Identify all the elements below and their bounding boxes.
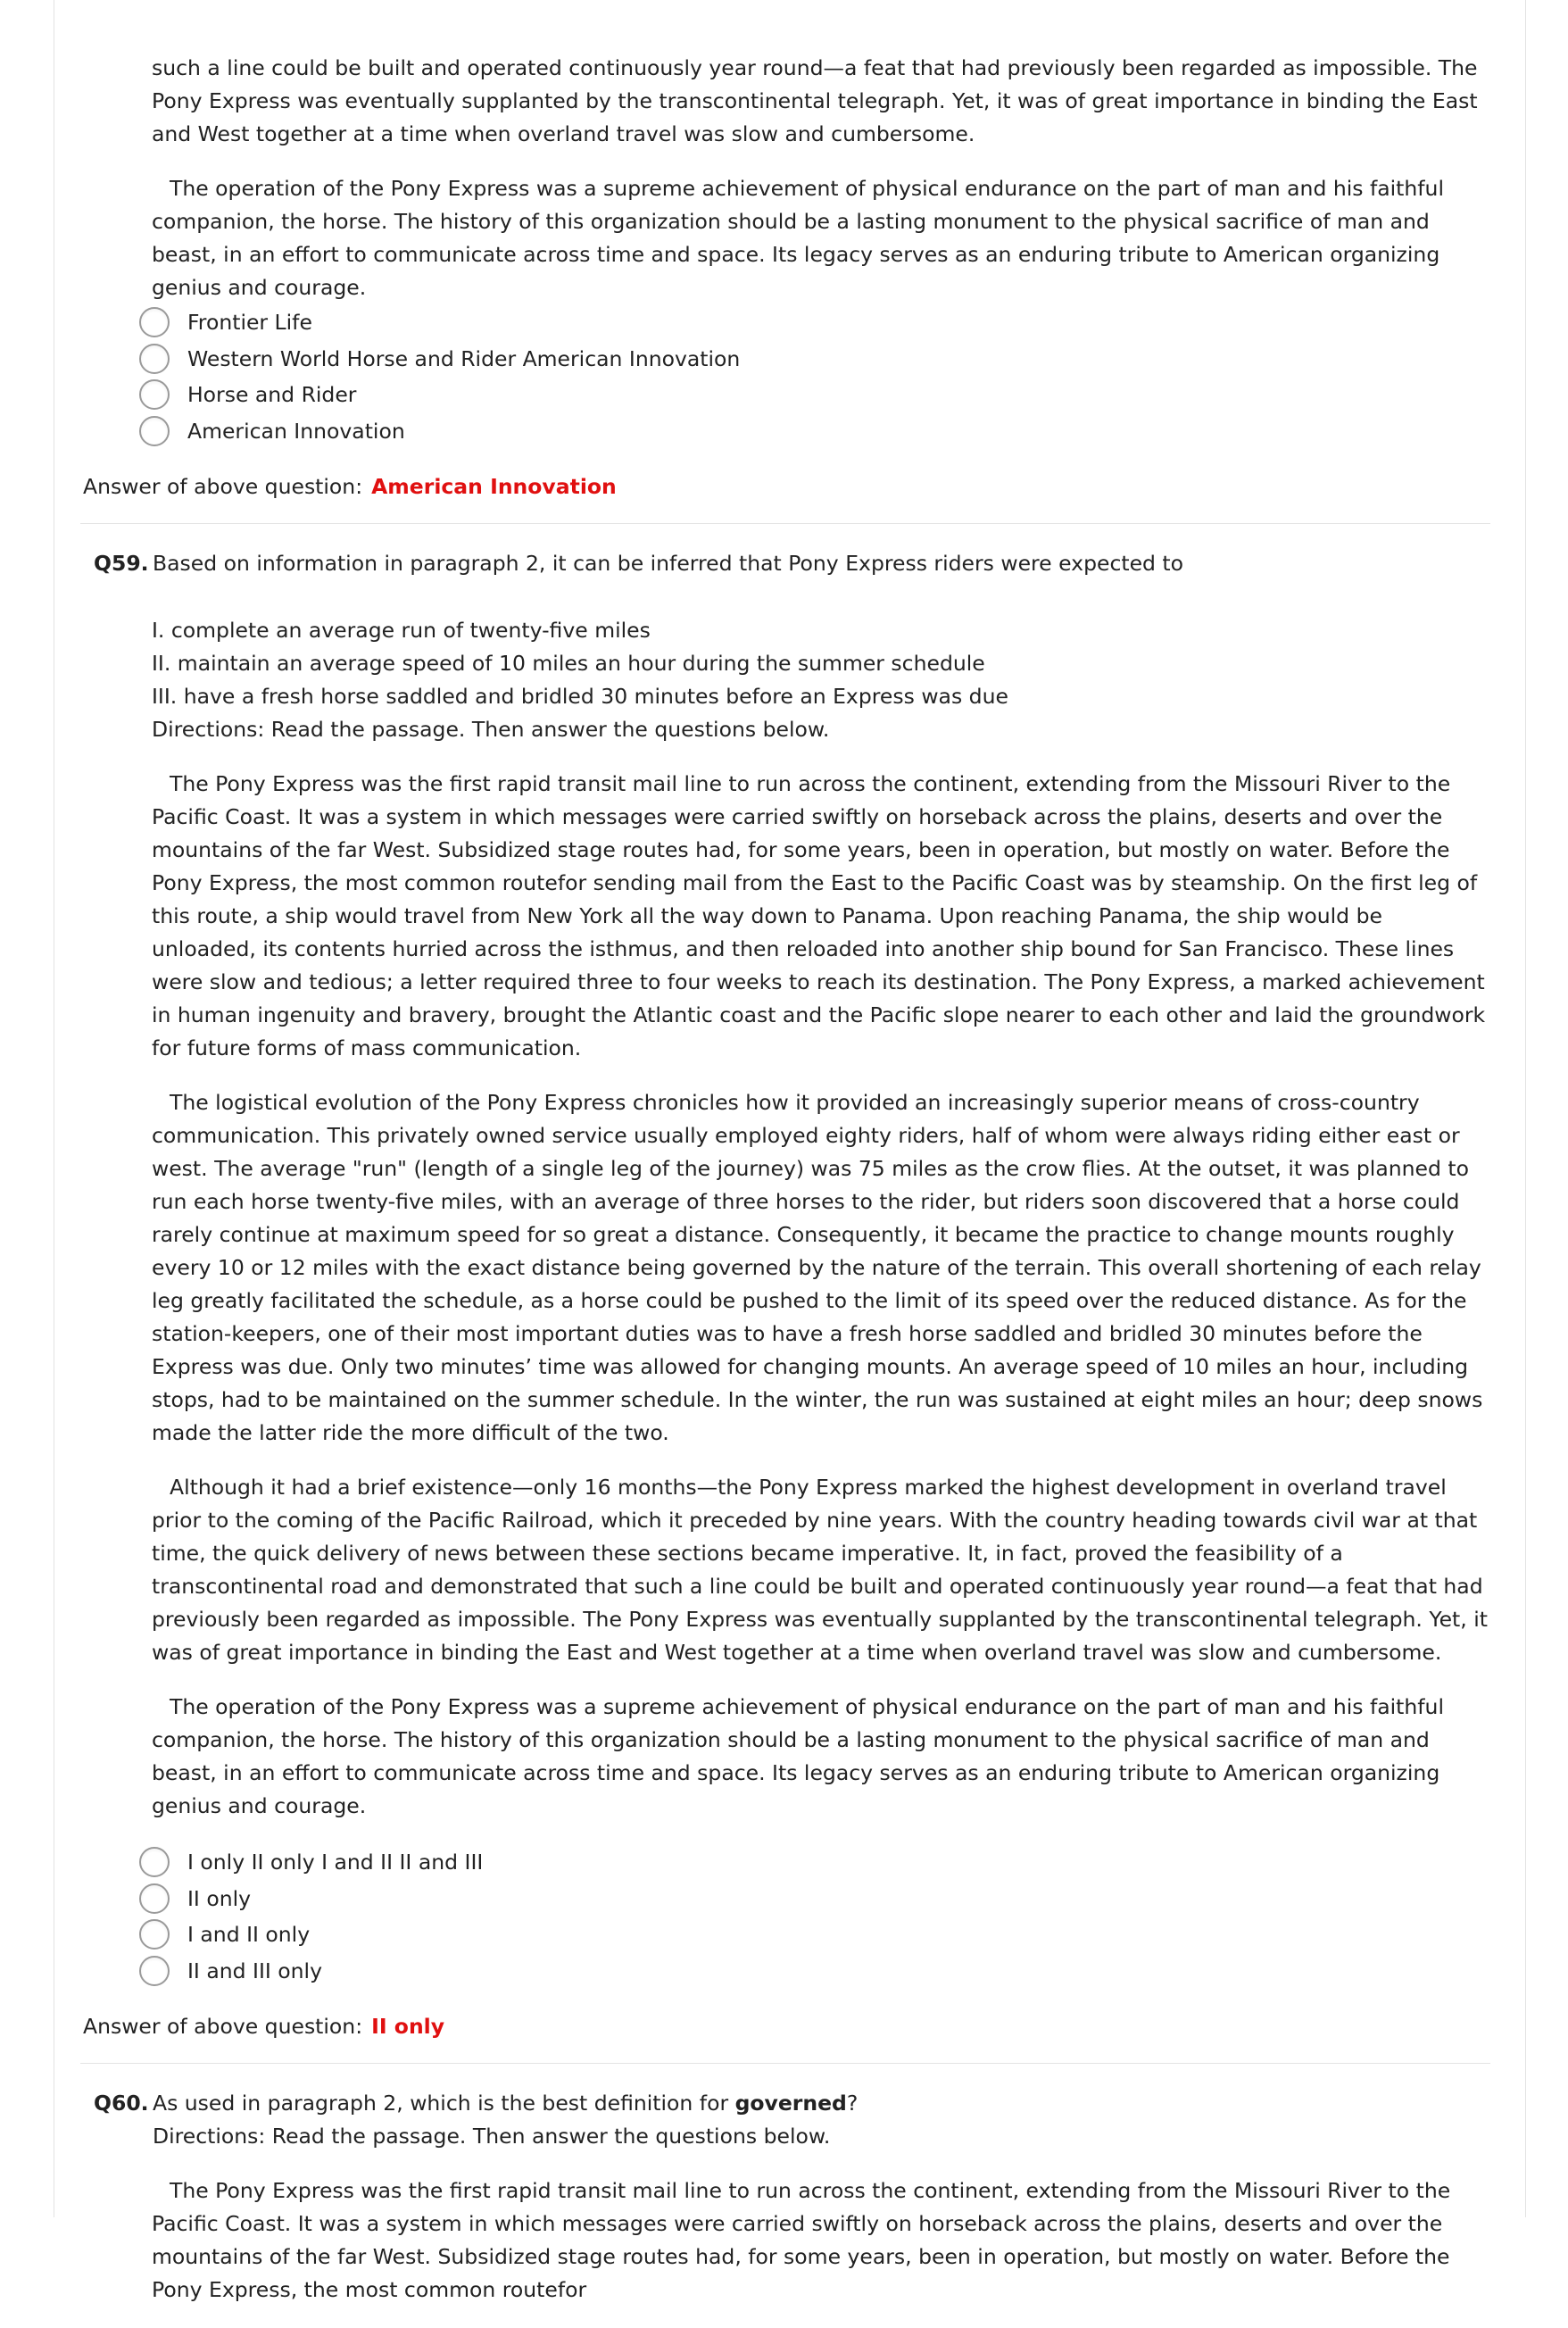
option-label: Western World Horse and Rider American Innovation bbox=[187, 345, 741, 371]
passage-paragraph: The Pony Express was the first rapid transit mail line to run across the continent, extending from the Missouri River to the Pacific Coast. It was a system in which messages were carried swiftly on horseback across the plains, deserts and over the mountains of the far West. Subsidized stage routes had, for some years, been in operation, but mostly on water. Before the Pony Express, the most common routefor bbox=[152, 2178, 1451, 2302]
answer-label: Answer of above question: bbox=[83, 474, 363, 499]
q59-option-4[interactable] bbox=[139, 1953, 1508, 1990]
question-number: Q60. bbox=[94, 2091, 149, 2116]
passage-paragraph: such a line could be built and operated continuously year round—a feat that had previously been regarded as impossible. The Pony Express was eventually supplanted by the transcontinental telegraph. Yet, it was of great importance in binding the East and West together at a time when overland travel was slow and cumbersome. bbox=[152, 55, 1478, 146]
radio-button[interactable] bbox=[139, 1883, 170, 1914]
question-divider bbox=[80, 523, 1490, 524]
passage-paragraph: The logistical evolution of the Pony Express chronicles how it provided an increasingly superior means of cross-country communication. This privately owned service usually employed eighty riders, half of whom were always riding either east or west. The average "run" (length of a single leg of the journey) was 75 miles as the crow flies. At the outset, it was planned to run each horse twenty-five miles, with an average of three horses to the rider, but riders soon discovered that a horse could rarely continue at maximum speed for so great a distance. Consequently, it became the practice to change mounts roughly every 10 or 12 miles with the exact distance being governed by the nature of the terrain. This overall shortening of each relay leg greatly facilitated the schedule, as a horse could be pushed to the limit of its speed over the reduced distance. As for the station-keepers, one of their most important duties was to have a fresh horse saddled and bridled 30 minutes before the Express was due. Only two minutes’ time was allowed for changing mounts. An average speed of 10 miles an hour, including stops, had to be maintained on the summer schedule. In the winter, the run was sustained at eight miles an hour; deep snows made the latter ride the more difficult of the two. bbox=[152, 1090, 1483, 1445]
question-divider bbox=[80, 2063, 1490, 2064]
q58-option-4[interactable] bbox=[139, 413, 1508, 450]
radio-button[interactable] bbox=[139, 344, 170, 374]
question-keyword: governed bbox=[734, 2091, 847, 2116]
radio-button[interactable] bbox=[139, 307, 170, 337]
option-label: Horse and Rider bbox=[187, 382, 357, 408]
option-label: Frontier Life bbox=[187, 310, 312, 336]
q58-option-1[interactable] bbox=[139, 304, 1508, 341]
answer-label: Answer of above question: bbox=[83, 2014, 363, 2039]
question-text-pre: As used in paragraph 2, which is the best definition for bbox=[153, 2091, 735, 2116]
q59-option-2[interactable] bbox=[139, 1881, 1508, 1917]
q59-answer bbox=[83, 2010, 1508, 2043]
content bbox=[80, 52, 1508, 2328]
radio-button[interactable] bbox=[139, 1956, 170, 1986]
radio-button[interactable] bbox=[139, 416, 170, 446]
q59-statements bbox=[152, 614, 1508, 713]
statement: II. maintain an average speed of 10 miles an hour during the summer schedule bbox=[152, 651, 985, 676]
option-label: I only II only I and II II and III bbox=[187, 1850, 484, 1875]
answer-value: American Innovation bbox=[371, 474, 617, 499]
statement: III. have a fresh horse saddled and bridled 30 minutes before an Express was due bbox=[152, 684, 1008, 709]
q58-answer bbox=[83, 470, 1508, 503]
passage-paragraph: The operation of the Pony Express was a supreme achievement of physical endurance on the part of man and his faithful companion, the horse. The history of this organization should be a lasting monument to the physical sacrifice of man and beast, in an effort to communicate across time and space. Its legacy serves as an enduring tribute to American organizing genius and courage. bbox=[152, 176, 1444, 300]
q59-options bbox=[139, 1844, 1508, 1989]
option-label: I and II only bbox=[187, 1922, 311, 1948]
directions: Directions: Read the passage. Then answer the questions below. bbox=[152, 717, 830, 742]
q59-option-3[interactable] bbox=[139, 1916, 1508, 1953]
q59-header bbox=[94, 547, 1508, 580]
answer-value: II only bbox=[371, 2014, 445, 2039]
option-label: II and III only bbox=[187, 1958, 322, 1983]
option-label: American Innovation bbox=[187, 418, 405, 444]
q58-option-2[interactable] bbox=[139, 341, 1508, 378]
radio-button[interactable] bbox=[139, 1919, 170, 1950]
q60-header bbox=[94, 2087, 1508, 2120]
radio-button[interactable] bbox=[139, 379, 170, 410]
statement: I. complete an average run of twenty-five miles bbox=[152, 618, 651, 643]
q58-option-3[interactable] bbox=[139, 377, 1508, 413]
q58-options bbox=[139, 304, 1508, 449]
passage-paragraph: Although it had a brief existence—only 16 months—the Pony Express marked the highest development in overland travel prior to the coming of the Pacific Railroad, which it preceded by nine years. With the country heading towards civil war at that time, the quick delivery of news between these sections became imperative. It, in fact, proved the feasibility of a transcontinental road and demonstrated that such a line could be built and operated continuously year round—a feat that had previously been regarded as impossible. The Pony Express was eventually supplanted by the transcontinental telegraph. Yet, it was of great importance in binding the East and West together at a time when overland travel was slow and cumbersome. bbox=[152, 1475, 1488, 1665]
question-text-post: ? bbox=[846, 2091, 859, 2116]
passage-paragraph: The operation of the Pony Express was a supreme achievement of physical endurance on the part of man and his faithful companion, the horse. The history of this organization should be a lasting monument to the physical sacrifice of man and beast, in an effort to communicate across time and space. Its legacy serves as an enduring tribute to American organizing genius and courage. bbox=[152, 1694, 1444, 1818]
question-text bbox=[153, 2087, 1508, 2120]
q58-passage-tail bbox=[152, 52, 1490, 304]
q59-option-1[interactable] bbox=[139, 1844, 1508, 1881]
option-label: II only bbox=[187, 1885, 252, 1911]
passage-paragraph: The Pony Express was the first rapid transit mail line to run across the continent, extending from the Missouri River to the Pacific Coast. It was a system in which messages were carried swiftly on horseback across the plains, deserts and over the mountains of the far West. Subsidized stage routes had, for some years, been in operation, but mostly on water. Before the Pony Express, the most common routefor sending mail from the East to the Pacific Coast was by steamship. On the first leg of this route, a ship would travel from New York all the way down to Panama. Upon reaching Panama, the ship would be unloaded, its contents hurried across the isthmus, and then reloaded into another ship bound for San Francisco. These lines were slow and tedious; a letter required three to four weeks to reach its destination. The Pony Express, a marked achievement in human ingenuity and bravery, brought the Atlantic coast and the Pacific slope nearer to each other and laid the groundwork for future forms of mass communication. bbox=[152, 771, 1486, 1060]
question-number: Q59. bbox=[94, 551, 149, 576]
q59-passage bbox=[152, 713, 1490, 1823]
radio-button[interactable] bbox=[139, 1847, 170, 1877]
directions: Directions: Read the passage. Then answer the questions below. bbox=[153, 2124, 831, 2149]
question-text: Based on information in paragraph 2, it can be inferred that Pony Express riders were expected to bbox=[153, 551, 1184, 576]
q60-passage bbox=[152, 2174, 1490, 2307]
